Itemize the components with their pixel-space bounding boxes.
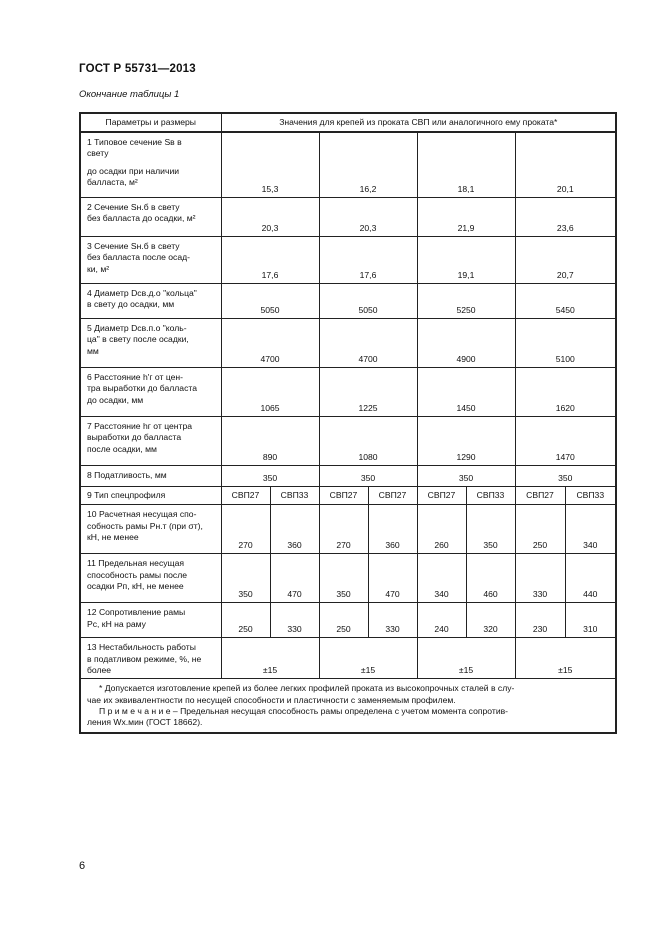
note-line: ления Wх.мин (ГОСТ 18662).	[87, 717, 203, 728]
value-cell: 270	[319, 505, 368, 554]
parameter-cell: 9 Тип спецпрофиля	[80, 487, 221, 505]
value-cell: 330	[515, 554, 565, 603]
value-cell: 230	[515, 603, 565, 638]
value-cell: 5100	[515, 319, 616, 368]
table-row	[80, 554, 616, 603]
table-row	[80, 417, 616, 466]
value-cell: 20,3	[221, 198, 319, 237]
parameter-cell	[80, 505, 221, 554]
parameter-line: после осадки, мм	[87, 443, 157, 454]
parameter-line: более	[87, 664, 112, 675]
footnote-row	[80, 679, 616, 733]
table-row	[80, 237, 616, 284]
profile-cell: СВП27	[417, 487, 466, 505]
value-cell: 1225	[319, 368, 417, 417]
parameter-line: 10 Расчетная несущая спо-	[87, 509, 197, 520]
parameter-line: 7 Расстояние hг от центра	[87, 421, 193, 432]
parameter-cell	[80, 198, 221, 237]
value-cell: 18,1	[417, 132, 515, 198]
value-cell: 15,3	[221, 132, 319, 198]
parameter-line: способность рамы после	[87, 569, 188, 580]
value-cell: 1470	[515, 417, 616, 466]
value-cell: 4700	[221, 319, 319, 368]
value-cell: 460	[466, 554, 515, 603]
profile-cell: СВП27	[319, 487, 368, 505]
profile-cell: СВП33	[270, 487, 319, 505]
value-cell: 5050	[319, 284, 417, 319]
profile-cell: СВП27	[368, 487, 417, 505]
table-row	[80, 505, 616, 554]
parameter-line: 5 Диаметр Dсв.п.о "коль-	[87, 323, 187, 334]
value-cell: 360	[368, 505, 417, 554]
parameter-line: до осадки, мм	[87, 394, 144, 405]
table-row	[80, 638, 616, 679]
page-number: 6	[79, 860, 86, 872]
value-cell: 330	[368, 603, 417, 638]
profile-cell: СВП27	[221, 487, 270, 505]
value-cell: 270	[221, 505, 270, 554]
value-cell: ±15	[221, 638, 319, 679]
parameter-cell	[80, 638, 221, 679]
table-caption: Окончание таблицы 1	[79, 89, 180, 100]
header-parameters: Параметры и размеры	[80, 113, 221, 132]
value-cell: 260	[417, 505, 466, 554]
parameter-cell	[80, 603, 221, 638]
value-cell: 350	[319, 554, 368, 603]
parameter-line: баллаcта, м²	[87, 176, 138, 187]
value-cell: 4900	[417, 319, 515, 368]
parameter-line: собность рамы Pн.т (при σт),	[87, 520, 203, 531]
parameter-line: Pс, кН на раму	[87, 618, 146, 629]
value-cell: 17,6	[221, 237, 319, 284]
value-cell: 1065	[221, 368, 319, 417]
parameter-line: тра выработки до балласта	[87, 383, 197, 394]
value-cell: 250	[319, 603, 368, 638]
parameter-line: в податливом режиме, %, не	[87, 653, 202, 664]
value-cell: 1620	[515, 368, 616, 417]
parameter-line: в свету до осадки, мм	[87, 299, 175, 310]
value-cell: 890	[221, 417, 319, 466]
value-cell: 440	[565, 554, 616, 603]
parameter-line: ца" в свету после осадки,	[87, 334, 189, 345]
value-cell: 19,1	[417, 237, 515, 284]
table-row	[80, 284, 616, 319]
value-cell: 340	[565, 505, 616, 554]
value-cell: 23,6	[515, 198, 616, 237]
header-values: Значения для крепей из проката СВП или аналогичного ему проката*	[221, 113, 616, 132]
value-cell: 1080	[319, 417, 417, 466]
value-cell: 330	[270, 603, 319, 638]
parameter-cell	[80, 132, 221, 198]
value-cell: 240	[417, 603, 466, 638]
value-cell: 250	[515, 505, 565, 554]
parameter-line: осадки Pп, кН, не менее	[87, 580, 184, 591]
parameter-line: 4 Диаметр Dсв.д.о "кольца"	[87, 288, 197, 299]
value-cell: 5250	[417, 284, 515, 319]
parameter-cell	[80, 368, 221, 417]
value-cell: 350	[221, 554, 270, 603]
value-cell: 310	[565, 603, 616, 638]
parameter-line: 11 Предельная несущая	[87, 558, 185, 569]
table-row	[80, 603, 616, 638]
value-cell: 470	[368, 554, 417, 603]
profile-cell: СВП33	[466, 487, 515, 505]
value-cell: 20,7	[515, 237, 616, 284]
parameter-cell	[80, 284, 221, 319]
value-cell: 350	[319, 466, 417, 487]
parameter-cell	[80, 237, 221, 284]
value-cell: 350	[466, 505, 515, 554]
parameter-line: 1 Типовое сечение Sв в	[87, 137, 182, 148]
value-cell: 340	[417, 554, 466, 603]
value-cell: ±15	[417, 638, 515, 679]
parameter-line: 2 Сечение Sн.б в свету	[87, 202, 180, 213]
parameter-cell	[80, 554, 221, 603]
table-row	[80, 368, 616, 417]
footnote-line: * Допускается изготовление крепей из более легких профилей проката из высокопрочных сталей в слу-	[99, 683, 515, 694]
value-cell: ±15	[319, 638, 417, 679]
parameter-line: 3 Сечение Sн.б в свету	[87, 241, 180, 252]
value-cell: 320	[466, 603, 515, 638]
profile-row	[80, 487, 616, 505]
parameter-line: без балласта до осадки, м²	[87, 213, 196, 224]
value-cell: 350	[515, 466, 616, 487]
table-row	[80, 132, 616, 198]
value-cell: 20,3	[319, 198, 417, 237]
value-cell: 1450	[417, 368, 515, 417]
note-line: П р и м е ч а н и е – Предельная несущая способность рамы определена с учетом момента сопротив-	[99, 705, 509, 716]
parameter-line: мм	[87, 345, 99, 356]
parameter-line: свету	[87, 148, 109, 159]
parameter-cell	[80, 417, 221, 466]
parameter-line: 12 Сопротивление рамы	[87, 607, 186, 618]
value-cell: 350	[221, 466, 319, 487]
value-cell: 4700	[319, 319, 417, 368]
table-row	[80, 466, 616, 487]
value-cell: 21,9	[417, 198, 515, 237]
parameter-line: выработки до балласта	[87, 432, 182, 443]
profile-cell: СВП27	[515, 487, 565, 505]
parameter-line: до осадки при наличии	[87, 165, 180, 176]
parameter-line: 8 Податливость, мм	[87, 470, 167, 481]
value-cell: 350	[417, 466, 515, 487]
parameter-line: кН, не менее	[87, 531, 139, 542]
parameter-cell	[80, 466, 221, 487]
parameter-line: 6 Расстояние h'г от цен-	[87, 372, 184, 383]
value-cell: ±15	[515, 638, 616, 679]
footnote-line: чае их эквивалентности по несущей способности и пластичности с заменяемым профилем.	[87, 694, 456, 705]
value-cell: 17,6	[319, 237, 417, 284]
value-cell: 360	[270, 505, 319, 554]
footnote-cell	[80, 679, 616, 733]
value-cell: 470	[270, 554, 319, 603]
value-cell: 16,2	[319, 132, 417, 198]
table-header-row	[80, 113, 616, 132]
parameter-line: 13 Нестабильность работы	[87, 642, 196, 653]
spec-table	[79, 112, 617, 734]
value-cell: 5050	[221, 284, 319, 319]
parameter-line: ки, м²	[87, 263, 110, 274]
value-cell: 5450	[515, 284, 616, 319]
parameter-cell	[80, 319, 221, 368]
value-cell: 250	[221, 603, 270, 638]
value-cell: 1290	[417, 417, 515, 466]
parameter-line: без балласта после осад-	[87, 252, 191, 263]
document-code: ГОСТ Р 55731—2013	[79, 63, 196, 75]
profile-cell: СВП33	[565, 487, 616, 505]
table-row	[80, 198, 616, 237]
value-cell: 20,1	[515, 132, 616, 198]
table-row	[80, 319, 616, 368]
